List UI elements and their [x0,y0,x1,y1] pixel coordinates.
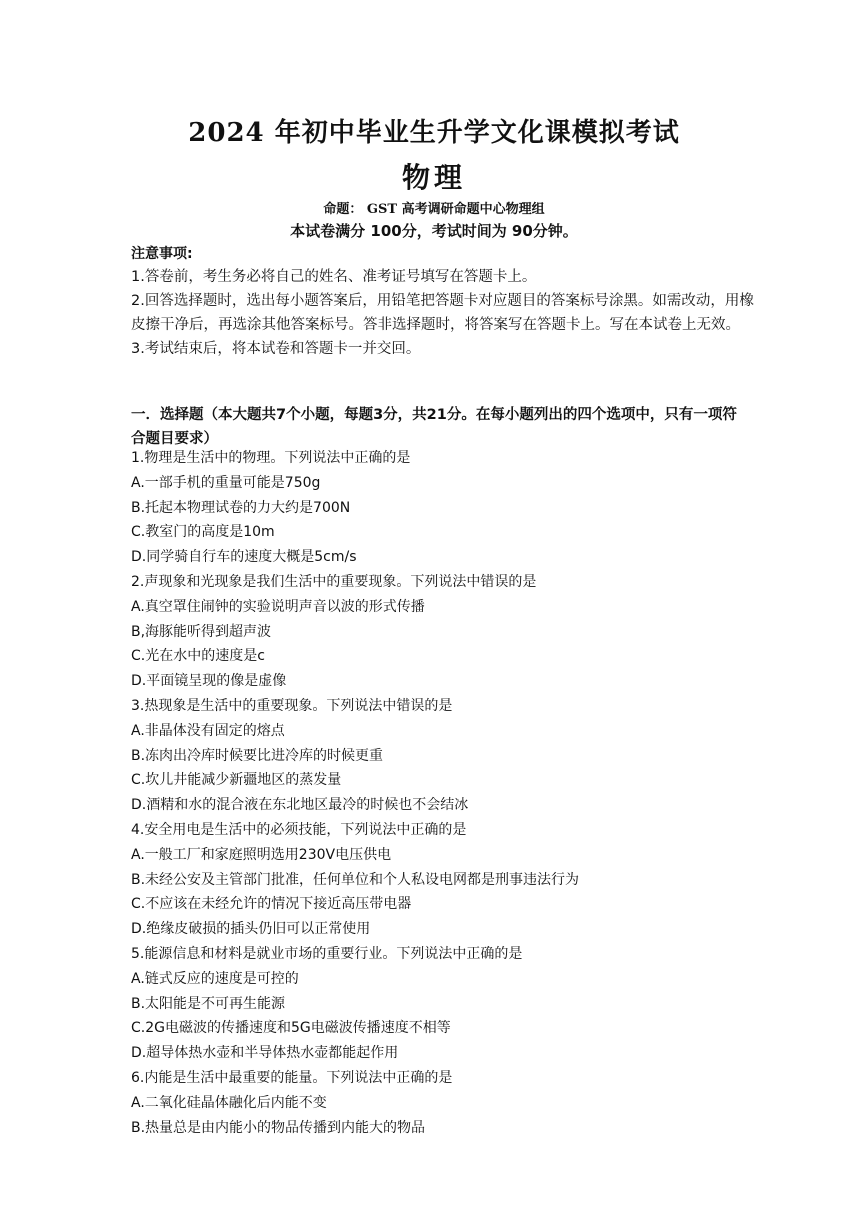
exam-title: 2024 年初中毕业生升学文化课模拟考试 [188,118,680,148]
question-line: 2.声现象和光现象是我们生活中的重要现象。下列说法中错误的是 [131,573,537,590]
option-line: B.冻肉出冷库时候要比进冷库的时候更重 [131,747,384,764]
option-line: C.坎儿井能减少新疆地区的蒸发量 [131,772,342,789]
option-line: A.真空罩住闹钟的实验说明声音以波的形式传播 [131,598,425,615]
option-line: C.教室门的高度是10m [131,524,275,541]
note-item: 1.答卷前，考生务必将自己的姓名、准考证号填写在答题卡上。 [131,269,537,285]
option-line: B,海豚能听得到超声波 [131,623,272,640]
notes-block [131,243,761,361]
note-item: 3.考试结束后，将本试卷和答题卡一并交回。 [131,341,421,357]
option-line: D.超导体热水壶和半导体热水壶都能起作用 [131,1045,399,1062]
option-line: A.二氧化硅晶体融化后内能不变 [131,1094,327,1111]
question-line: 3.热现象是生活中的重要现象。下列说法中错误的是 [131,697,453,714]
option-line: B.太阳能是不可再生能源 [131,995,286,1012]
option-line: A.一般工厂和家庭照明选用230V电压供电 [131,846,392,863]
full-score-line: 本试卷满分 100分，考试时间为 90分钟。 [290,222,578,240]
option-line: A.一部手机的重量可能是750g [131,474,321,491]
option-line: B.热量总是由内能小的物品传播到内能大的物品 [131,1119,426,1136]
question-line: 6.内能是生活中最重要的能量。下列说法中正确的是 [131,1069,453,1086]
option-line: C.光在水中的速度是c [131,648,265,665]
option-line: D.绝缘皮破损的插头仍旧可以正常使用 [131,921,371,938]
author-line: 命题： GST 高考调研命题中心物理组 [323,202,545,217]
option-line: D.平面镜呈现的像是虚像 [131,673,287,690]
option-line: C.不应该在未经允许的情况下接近高压带电器 [131,896,412,913]
option-line: B.未经公安及主管部门批准，任何单位和个人私设电网都是刑事违法行为 [131,871,580,888]
note-item: 2.回答选择题时，选出每小题答案后，用铅笔把答题卡对应题目的答案标号涂黑。如需改动，用橡皮擦干净后，再选涂其他答案标号。答非选择题时，将答案写在答题卡上。写在本试卷上无效。 [131,293,754,333]
option-line: D.同学骑自行车的速度大概是5cm/s [131,549,357,566]
section-heading: 一．选择题（本大题共7个小题，每题3分，共21分。在每小题列出的四个选项中，只有一项符合题目要求） [131,407,737,447]
option-line: A.非晶体没有固定的熔点 [131,722,285,739]
question-line: 1.物理是生活中的物理。下列说法中正确的是 [131,450,411,466]
option-line: C.2G电磁波的传播速度和5G电磁波传播速度不相等 [131,1020,451,1037]
option-line: B.托起本物理试卷的力大约是700N [131,499,351,516]
notes-heading: 注意事项: [131,246,193,262]
subject-title: 物理 [401,161,466,194]
question-line: 5.能源信息和材料是就业市场的重要行业。下列说法中正确的是 [131,945,523,962]
question-line: 4.安全用电是生活中的必须技能，下列说法中正确的是 [131,821,467,838]
option-line: A.链式反应的速度是可控的 [131,970,299,987]
option-line: D.酒精和水的混合液在东北地区最冷的时候也不会结冰 [131,797,469,814]
question-list [131,446,771,1140]
